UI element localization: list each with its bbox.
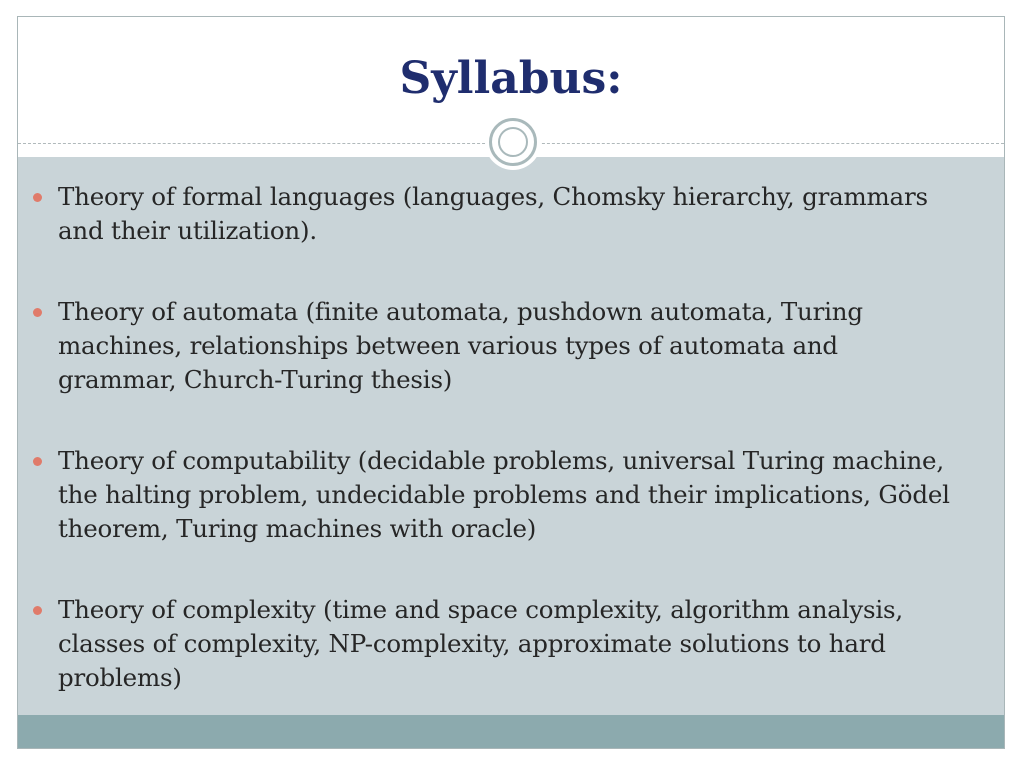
- ornament-outer-ring: [489, 118, 537, 166]
- bullet-dot-icon: [33, 606, 42, 615]
- bullet-dot-icon: [33, 308, 42, 317]
- bullet-text: Theory of complexity (time and space complexity, algorithm analysis, classes of complexity, NP-complexity, approximate solutions to hard problems): [58, 595, 903, 692]
- bullet-text: Theory of computability (decidable problems, universal Turing machine, the halting problem, undecidable problems and their implications, Gödel theorem, Turing machines with oracle): [58, 446, 950, 543]
- list-item: [30, 180, 960, 248]
- list-item: [30, 295, 960, 397]
- bullet-list: [30, 180, 960, 742]
- circle-ring-icon: [485, 114, 541, 170]
- ornament-inner-ring: [498, 127, 528, 157]
- bullet-dot-icon: [33, 193, 42, 202]
- list-item: [30, 444, 960, 546]
- bullet-text: Theory of formal languages (languages, Chomsky hierarchy, grammars and their utilization).: [58, 182, 928, 245]
- bullet-text: Theory of automata (finite automata, pushdown automata, Turing machines, relationships between various types of automata and grammar, Church-Turing thesis): [58, 297, 863, 394]
- list-item: [30, 593, 960, 695]
- slide-title: Syllabus:: [399, 53, 623, 104]
- bullet-dot-icon: [33, 457, 42, 466]
